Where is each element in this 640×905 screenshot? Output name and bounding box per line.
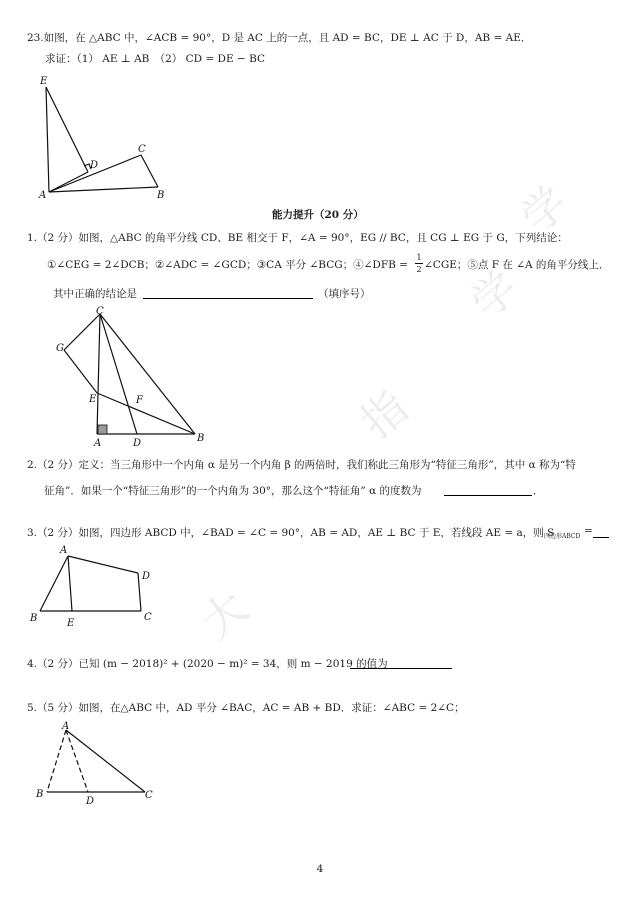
- watermark-4: 学: [461, 261, 529, 330]
- q1-label-b: B: [197, 433, 205, 444]
- page-number: 4: [316, 863, 324, 875]
- watermark-1: 学: [511, 176, 579, 245]
- q1-fraction-bar: [415, 263, 423, 264]
- q1-label-g: G: [56, 343, 64, 354]
- q4-answer-blank[interactable]: [350, 656, 452, 669]
- q5-label-c: C: [145, 790, 153, 801]
- q1-label-c: C: [96, 306, 104, 317]
- q1-fraction-denominator: 2: [416, 265, 422, 274]
- watermark-3: 大: [191, 581, 259, 650]
- q1-fraction-numerator: 1: [416, 253, 422, 262]
- q1-figure: [52, 308, 212, 448]
- q2-statement-line1: 2.（2 分）定义：当三角形中一个内角 α 是另一个内角 β 的两倍时，我们称此三角形为“特征三角形”，其中 α 称为“特: [27, 459, 576, 471]
- q23-label-d: D: [90, 160, 99, 171]
- q3-answer-blank[interactable]: [593, 525, 609, 538]
- q1-label-f: F: [136, 395, 143, 406]
- q1-options-part1: ①∠CEG = 2∠DCB；②∠ADC = ∠GCD；③CA 平分 ∠BCG；④∠DFB =: [47, 259, 408, 271]
- q5-label-b: B: [36, 789, 44, 800]
- q1-answer-blank[interactable]: [143, 286, 313, 299]
- q23-label-a: A: [39, 190, 47, 201]
- q3-label-c: C: [144, 612, 152, 623]
- q23-statement: 23.如图，在 △ABC 中，∠ACB = 90°，D 是 AC 上的一点，且 AD = BC，DE ⊥ AC 于 D，AB = AE．: [27, 32, 532, 44]
- q23-label-c: C: [138, 144, 146, 155]
- q1-label-d: D: [133, 438, 142, 449]
- q5-statement: 5.（5 分）如图，在△ABC 中，AD 平分 ∠BAC，AC = AB + BD．求证：∠ABC = 2∠C；: [27, 702, 465, 714]
- q1-label-e: E: [89, 394, 97, 405]
- q1-answer-prompt: 其中正确的结论是: [53, 288, 137, 300]
- q2-period: ．: [533, 485, 544, 497]
- q4-statement: 4.（2 分）已知 (m − 2018)² + (2020 − m)² = 34，则 m − 2019 的值为: [27, 658, 388, 670]
- q3-subscript: 四边形ABCD: [544, 533, 581, 540]
- q23-label-b: B: [157, 190, 165, 201]
- watermark-2: 指: [351, 381, 419, 450]
- q3-label-d: D: [142, 571, 151, 582]
- q1-answer-suffix: （填序号）: [318, 288, 371, 300]
- q5-label-a: A: [62, 721, 70, 732]
- q23-label-e: E: [40, 76, 48, 87]
- q23-figure: [36, 72, 176, 202]
- q2-statement-line2: 征角”．如果一个“特征三角形”的一个内角为 30°，那么这个“特征角” α 的度数为: [44, 485, 422, 497]
- q5-figure: [32, 720, 162, 810]
- q1-statement: 1.（2 分）如图，△ABC 的角平分线 CD、BE 相交于 F，∠A = 90°，EG // BC，且 CG ⊥ EG 于 G，下列结论：: [27, 232, 568, 244]
- section-title: 能力提升（20 分）: [272, 209, 364, 221]
- q1-label-a: A: [94, 438, 102, 449]
- q3-equals: =: [584, 525, 593, 537]
- q1-options-part2: ∠CGE；⑤点 F 在 ∠A 的角平分线上．: [424, 259, 610, 271]
- q23-prove: 求证：（1） AE ⊥ AB （2） CD = DE − BC: [45, 53, 266, 65]
- q3-statement: 3.（2 分）如图，四边形 ABCD 中，∠BAD = ∠C = 90°，AB = AD，AE ⊥ BC 于 E，若线段 AE = a，则 S: [27, 527, 555, 539]
- q5-label-d: D: [86, 796, 95, 807]
- q3-label-e: E: [67, 618, 75, 629]
- q3-figure: [28, 541, 168, 631]
- q3-label-b: B: [30, 613, 38, 624]
- q3-label-a: A: [60, 545, 68, 556]
- q2-answer-blank[interactable]: [444, 483, 532, 496]
